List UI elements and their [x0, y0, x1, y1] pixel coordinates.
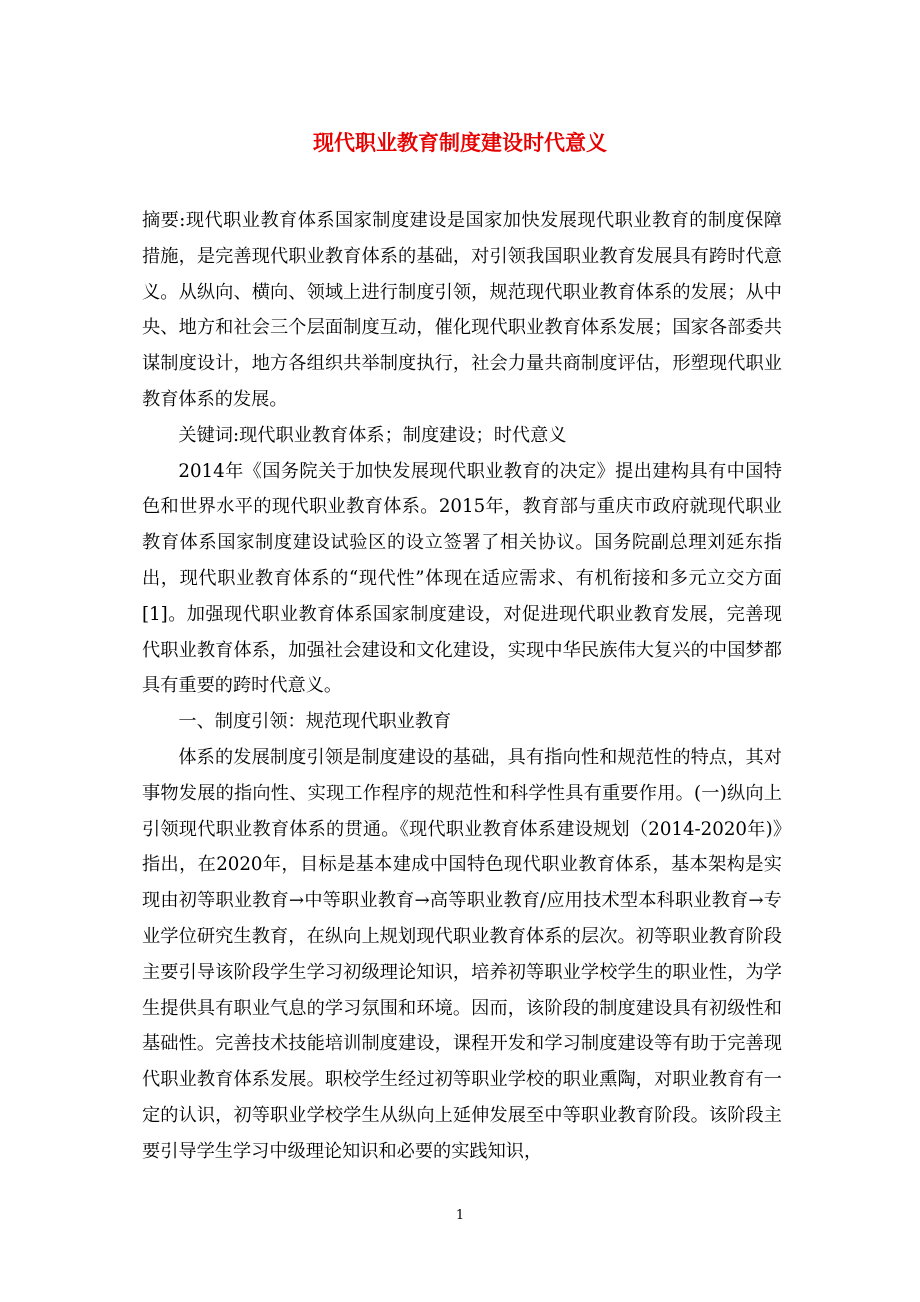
document-title: 现代职业教育制度建设时代意义: [313, 131, 607, 155]
page-number: 1: [455, 1208, 465, 1223]
abstract-paragraph: 摘要:现代职业教育体系国家制度建设是国家加快发展现代职业教育的制度保障措施，是完善现代职业教育体系的基础，对引领我国职业教育发展具有跨时代意义。从纵向、横向、领域上进行制度引领，规范现代职业教育体系的发展；从中央、地方和社会三个层面制度互动，催化现代职业教育体系发展；国家各部委共谋制度设计，地方各组织共举制度执行，社会力量共商制度评估，形塑现代职业教育体系的发展。: [142, 210, 782, 410]
document-body: [142, 203, 782, 1170]
body-paragraph: 体系的发展制度引领是制度建设的基础，具有指向性和规范性的特点，其对事物发展的指向性、实现工作程序的规范性和科学性具有重要作用。(一)纵向上引领现代职业教育体系的贯通。《现代职业教育体系建设规划（2014-2020年)》指出，在2020年，目标是基本建成中国特色现代职业教育体系，基本架构是实现由初等职业教育→中等职业教育→高等职业教育/应用技术型本科职业教育→专业学位研究生教育，在纵向上规划现代职业教育体系的层次。初等职业教育阶段主要引导该阶段学生学习初级理论知识，培养初等职业学校学生的职业性，为学生提供具有职业气息的学习氛围和环境。因而，该阶段的制度建设具有初级性和基础性。完善技术技能培训制度建设，课程开发和学习制度建设等有助于完善现代职业教育体系发展。职校学生经过初等职业学校的职业熏陶，对职业教育有一定的认识，初等职业学校学生从纵向上延伸发展至中等职业教育阶段。该阶段主要引导学生学习中级理论知识和必要的实践知识，: [142, 746, 782, 1162]
intro-paragraph: 2014年《国务院关于加快发展现代职业教育的决定》提出建构具有中国特色和世界水平的现代职业教育体系。2015年，教育部与重庆市政府就现代职业教育体系国家制度建设试验区的设立签署了相关协议。国务院副总理刘延东指出，现代职业教育体系的“现代性”体现在适应需求、有机衔接和多元立交方面[1]。加强现代职业教育体系国家制度建设，对促进现代职业教育发展，完善现代职业教育体系，加强社会建设和文化建设，实现中华民族伟大复兴的中国梦都具有重要的跨时代意义。: [142, 460, 782, 697]
keywords-paragraph: 关键词:现代职业教育体系；制度建设；时代意义: [178, 424, 567, 446]
section-heading: 一、制度引领：规范现代职业教育: [178, 711, 452, 733]
